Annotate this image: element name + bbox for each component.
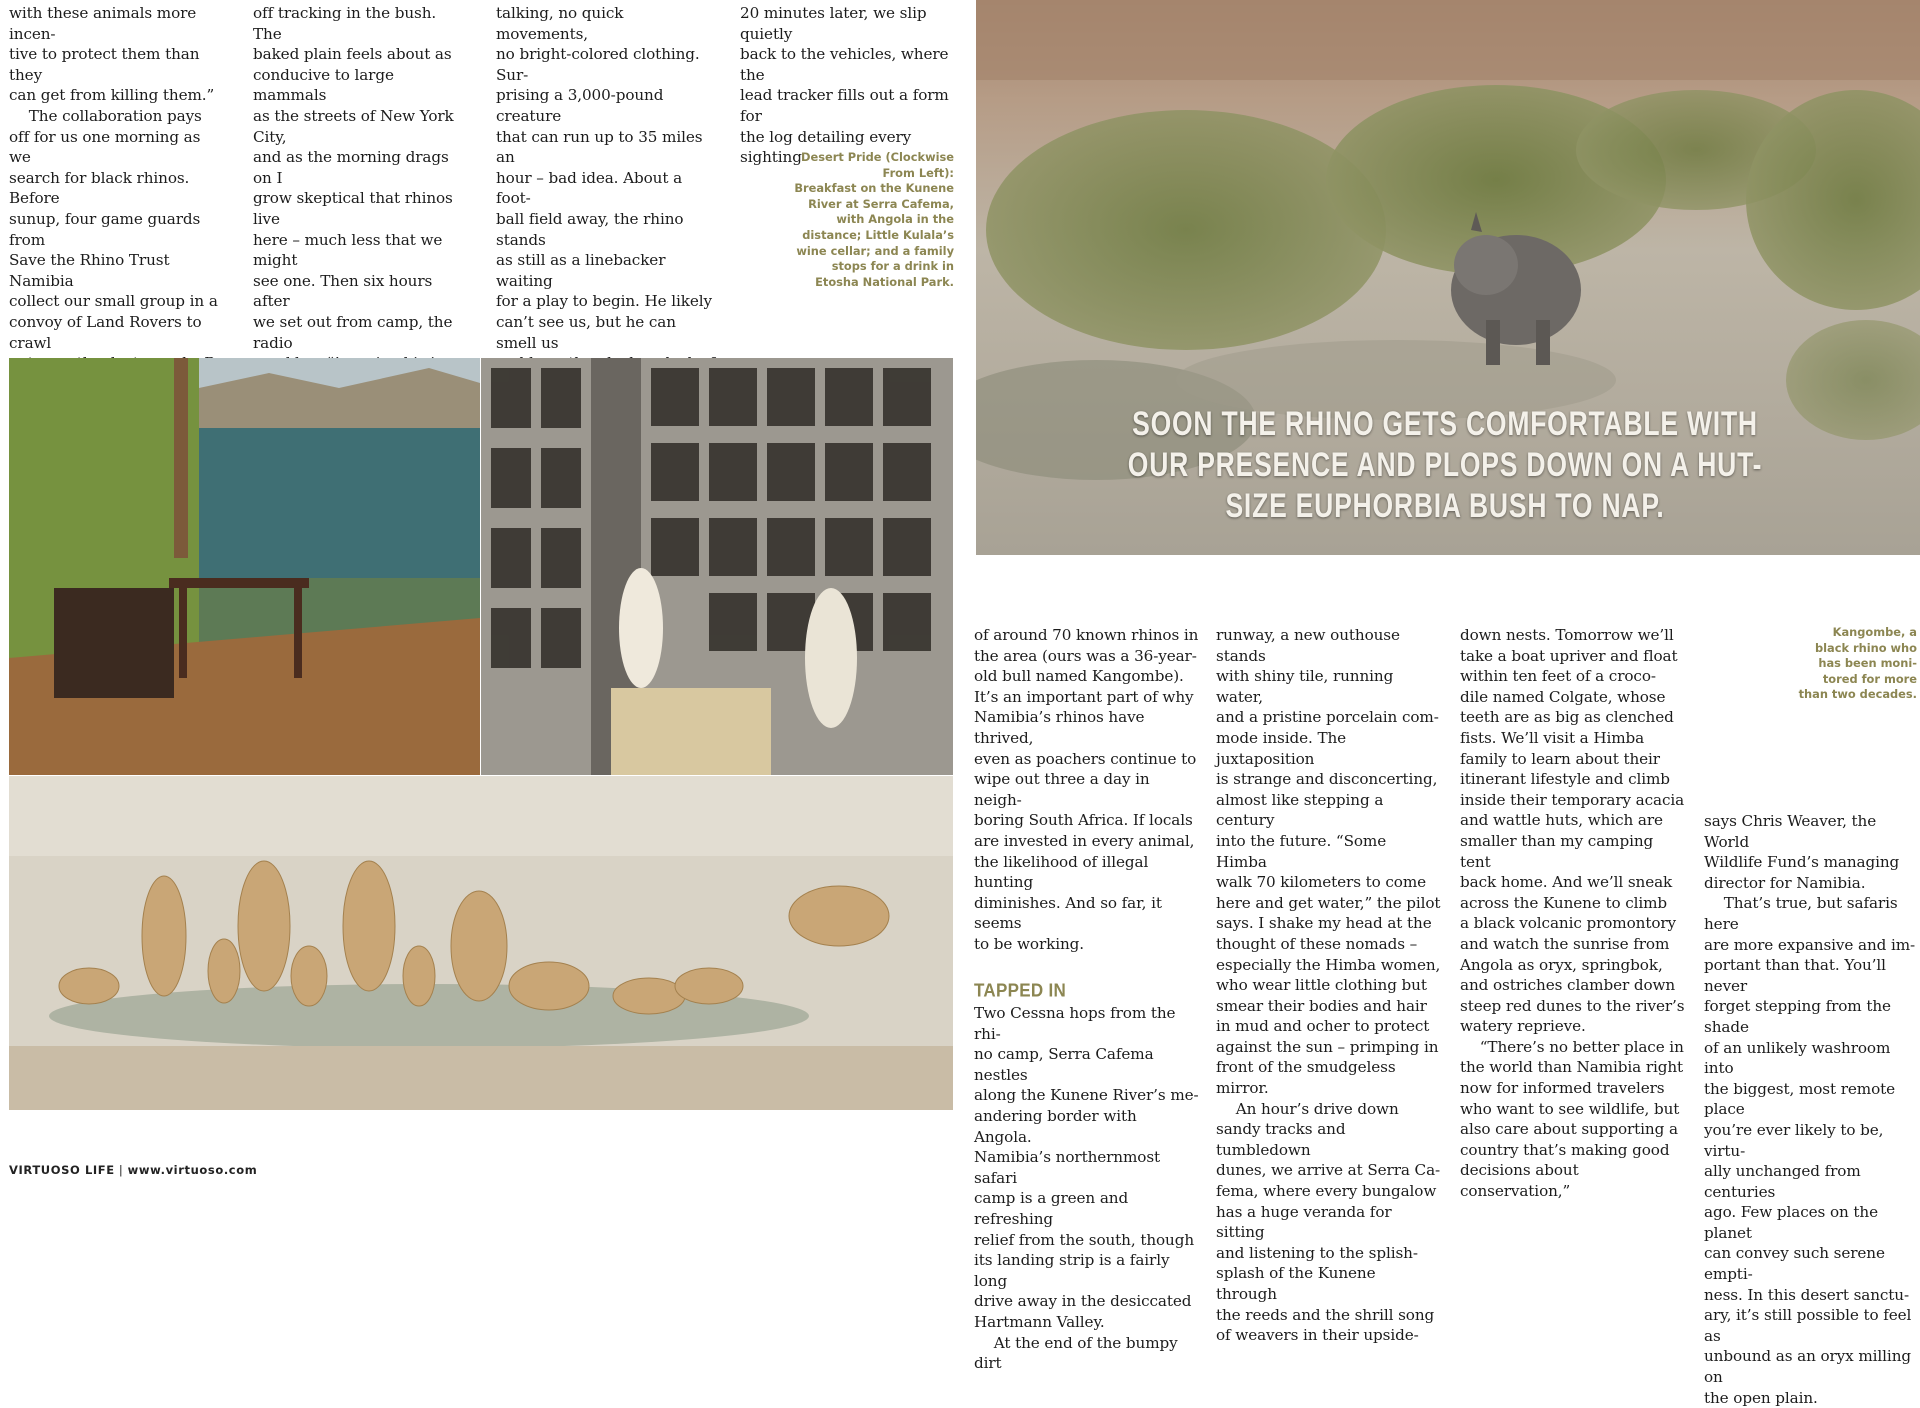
section-subhead: TAPPED IN (974, 979, 1067, 1001)
paragraph: 20 minutes later, we slip quietly back to the vehicles, where the lead tracker fills out a form for the log detailing every sighting (740, 4, 949, 167)
footer-separator: | (114, 1163, 128, 1177)
paragraph: Two Cessna hops from the rhi- no camp, Serra Cafema nestles along the Kunene River’s me- andering border with Angola. Namibia’s northernmost safari camp is a green and refreshing relief from the south, though its landing strip is a fairly long drive away in the desiccated Hartmann Valley. (974, 1004, 1199, 1331)
serra-cafema-breakfast-photo (9, 358, 480, 775)
paragraph: of around 70 known rhinos in the area (ours was a 36-year- old bull named Kangombe). It’s an important part of why Namibia’s rhinos have thrived, even as poachers continue to wipe out three a day in neigh- boring South Africa. If locals are invested in every animal, the likelihood of illegal hunting diminishes. And so far, it seems to be working. (974, 626, 1199, 953)
paragraph: An hour’s drive down sandy tracks and tumbledown dunes, we arrive at Serra Ca- fema, where every bungalow has a huge veranda for sitting and listening to the splish- splash of the Kunene through the reeds and the shrill song of weavers in their upside- (1216, 1099, 1441, 1345)
top-column-4 (740, 3, 965, 168)
pull-quote: SOON THE RHINO GETS COMFORTABLE WITH OUR PRESENCE AND PLOPS DOWN ON A HUT-SIZE EUPHORBIA BUSH TO NAP. (1127, 405, 1763, 525)
paragraph: That’s true, but safaris here are more expansive and im- portant than that. You’ll never forget stepping from the shade of an unlikely washroom into the biggest, most remote place you’re ever likely to be, virtu- ally unchanged from centuries ago. Few places on the planet can convey such serene empti- ness. In this desert sanctu- ary, it’s still possible to feel as unbound as an oryx milling on the open plain. (1704, 894, 1916, 1407)
bottom-column-3 (1460, 625, 1685, 1202)
bottom-column-1 (974, 625, 1199, 1374)
text-run: talking, no quick movements, no bright-colored clothing. Sur- prising a 3,000-pound creature that can run up to 35 miles an hour – bad idea. About a foot- ball field away, the rhino stands as still as a linebacker waiting for a play to begin. He likely can’t see us, but he can smell us (496, 4, 712, 352)
bottom-column-4 (1704, 811, 1919, 1408)
paragraph: with these animals more incen- tive to protect them than they can get from killing them.” (9, 4, 215, 105)
photo-caption-kangombe: Kangombe, a black rhino who has been moni- tored for more than two decades. (1798, 625, 1917, 702)
footer-brand: VIRTUOSO LIFE (9, 1163, 115, 1177)
paragraph: down nests. Tomorrow we’ll take a boat upriver and float within ten feet of a croco- dile named Colgate, whose teeth are as big as clenched fists. We’ll visit a Himba family to learn about their itinerant lifestyle and climb inside their temporary acacia and wattle huts, which are smaller than my camping tent back home. And we’ll sneak across the Kunene to climb a black volcanic promontory and watch the sunrise from Angola as oryx, springbok, and ostriches clamber down steep red dunes to the river’s watery reprieve. (1460, 626, 1685, 1036)
footer-url: www.virtuoso.com (127, 1163, 258, 1177)
page-footer (9, 1163, 257, 1177)
paragraph: says Chris Weaver, the World Wildlife Fund’s managing director for Namibia. (1704, 812, 1900, 892)
bottom-column-2 (1216, 625, 1441, 1346)
paragraph: off tracking in the bush. The baked plain feels about as conducive to large mammals as the streets of New York City, and as the morning drags on I grow skeptical that rhinos live here – much less that we might see one. Then six hours after we set out from camp, the radio (253, 4, 454, 352)
paragraph: At the end of the bumpy dirt (974, 1333, 1178, 1373)
wine-cellar-photo (481, 358, 953, 775)
etosha-lions-photo (9, 776, 953, 1110)
paragraph: The collaboration pays off for us one morning as we search for black rhinos. Before sunup, four game guards from Save the Rhino Trust Namibia collect our small group in a convoy of Land Rovers to crawl (9, 106, 218, 352)
paragraph: “There’s no better place in the world than Namibia right now for informed travelers who want to see wildlife, but also care about supporting a country that’s making good decisions about conservation,” (1460, 1037, 1684, 1201)
photo-caption-desert-pride: Desert Pride (Clockwise From Left): Breakfast on the Kunene River at Serra Cafema, with Angola in the distance; Little Kulala’s wine cellar; and a family stops for a drink in Etosha National Park. (794, 150, 954, 289)
paragraph: runway, a new outhouse stands with shiny tile, running water, and a pristine porcelain com- mode inside. The juxtaposition is strange and disconcerting, almost like stepping a century into the future. “Some Himba walk 70 kilometers to come here and get water,” the pilot says. I shake my head at the thought of these nomads – especially the Himba women, who wear little clothing but smear their bodies and hair in mud and ocher to protect against the sun – primping in front of the smudgeless mirror. (1216, 626, 1441, 1098)
